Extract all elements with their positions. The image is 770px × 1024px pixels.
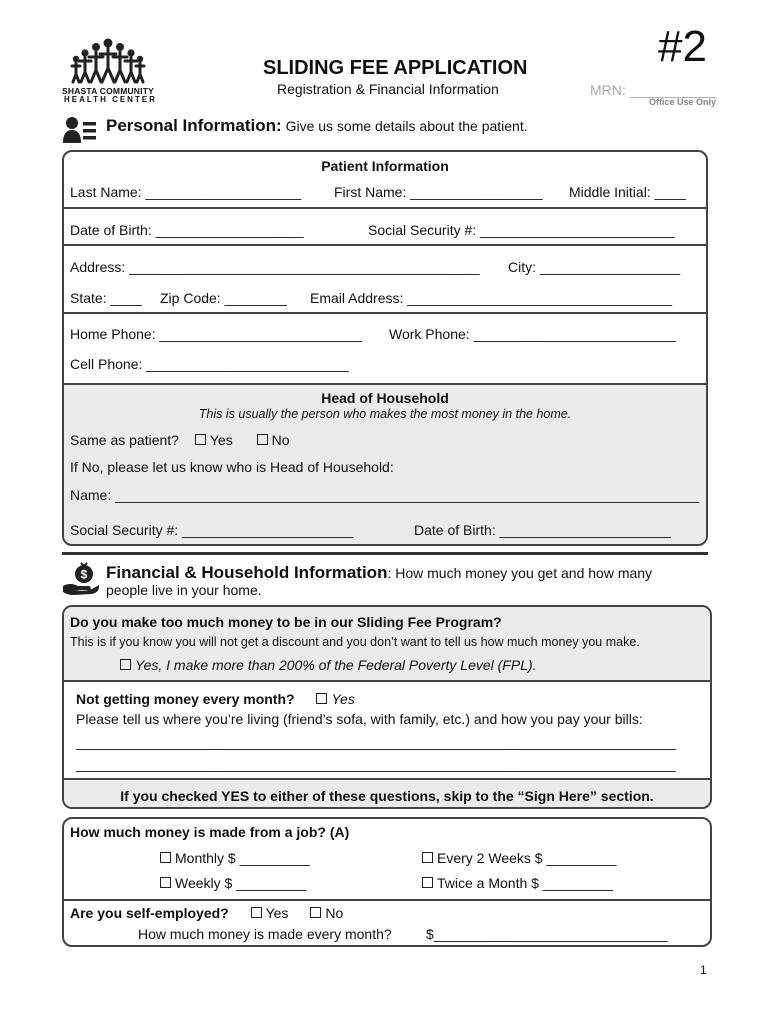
personal-desc: Give us some details about the patient. — [285, 118, 528, 134]
office-use-label: Office Use Only — [649, 97, 717, 107]
q2-title: Not getting money every month? — [76, 691, 295, 707]
every-2-weeks-label: Every 2 Weeks $ _________ — [437, 850, 617, 866]
q2-desc: Please tell us where you’re living (friend’s sofa, with family, etc.) and how you pay your bills: — [76, 711, 643, 727]
page-number: 1 — [700, 963, 707, 977]
self-employed-row — [70, 905, 343, 921]
same-yes-option[interactable] — [195, 432, 233, 448]
financial-questions-box — [62, 605, 712, 809]
checkbox[interactable] — [257, 434, 268, 445]
q2-yes-option[interactable] — [316, 691, 354, 707]
mrn-field[interactable]: MRN: ___________ — [590, 82, 716, 98]
hoh-name-field[interactable]: Name: ___________________________________________________________________________ — [70, 487, 700, 503]
self-employed-question: How much money is made every month? — [138, 926, 392, 942]
form-subtitle: Registration & Financial Information — [277, 81, 499, 97]
checkbox[interactable] — [422, 877, 433, 888]
checkbox[interactable] — [310, 907, 321, 918]
email-field[interactable]: Email Address: __________________________________ — [310, 290, 672, 306]
q2-row — [76, 691, 355, 707]
financial-heading-line1 — [106, 563, 652, 583]
hoh-note: This is usually the person who makes the most money in the home. — [198, 407, 572, 421]
if-no-label: If No, please let us know who is Head of Household: — [70, 459, 394, 475]
same-as-patient-label: Same as patient? — [70, 432, 179, 448]
org-name-line1: SHASTA COMMUNITY — [62, 86, 154, 96]
work-phone-field[interactable]: Work Phone: __________________________ — [389, 326, 676, 342]
income-box — [62, 817, 712, 947]
divider — [64, 244, 706, 246]
last-name-field[interactable]: Last Name: ____________________ — [70, 184, 302, 200]
cell-phone-field[interactable]: Cell Phone: __________________________ — [70, 356, 349, 372]
org-name-line2: HEALTH CENTER — [64, 95, 157, 104]
living-line-1[interactable]: _____________________________________________________________________________ — [76, 734, 676, 750]
divider — [64, 207, 706, 209]
city-field[interactable]: City: __________________ — [508, 259, 681, 275]
living-line-2[interactable]: _____________________________________________________________________________ — [76, 756, 676, 772]
personal-section-heading — [106, 116, 528, 136]
financial-desc-a: : How much money you get and how many — [387, 565, 653, 581]
checkbox[interactable] — [422, 852, 433, 863]
twice-month-option[interactable] — [422, 875, 613, 891]
money-hand-icon — [62, 562, 100, 596]
divider — [64, 680, 710, 682]
ssn-field[interactable]: Social Security #: _________________________ — [368, 222, 675, 238]
home-phone-field[interactable]: Home Phone: __________________________ — [70, 326, 362, 342]
self-employed-label: Are you self-employed? — [70, 905, 229, 921]
patient-info-title: Patient Information — [321, 158, 449, 174]
weekly-label: Weekly $ _________ — [175, 875, 307, 891]
self-employed-no-label: No — [325, 905, 344, 921]
first-name-field[interactable]: First Name: _________________ — [334, 184, 543, 200]
checkbox[interactable] — [160, 877, 171, 888]
svg-text:$: $ — [80, 567, 88, 582]
patient-info-box — [62, 150, 708, 546]
dob-field[interactable]: Date of Birth: ___________________ — [70, 222, 304, 238]
divider — [64, 383, 706, 385]
q1-option-label: Yes, I make more than 200% of the Federal Poverty Level (FPL). — [135, 657, 537, 673]
checkbox[interactable] — [316, 693, 327, 704]
self-employed-no[interactable] — [310, 905, 343, 921]
skip-note: If you checked YES to either of these questions, skip to the “Sign Here” section. — [120, 788, 654, 804]
job-income-title: How much money is made from a job? (A) — [70, 824, 350, 840]
self-employed-yes-label: Yes — [265, 905, 289, 921]
hoh-title: Head of Household — [321, 390, 449, 406]
weekly-option[interactable] — [160, 875, 306, 891]
section-divider — [62, 552, 708, 555]
checkbox[interactable] — [195, 434, 206, 445]
checkbox[interactable] — [120, 659, 131, 670]
checkbox[interactable] — [160, 852, 171, 863]
address-field[interactable]: Address: _____________________________________________ — [70, 259, 480, 275]
q1-title: Do you make too much money to be in our Sliding Fee Program? — [70, 614, 502, 630]
financial-desc-b: people live in your home. — [106, 582, 262, 598]
state-field[interactable]: State: ____ — [70, 290, 142, 306]
divider — [64, 899, 710, 901]
self-employed-yes[interactable] — [251, 905, 289, 921]
financial-heading: Financial & Household Information — [106, 563, 388, 582]
yes-label: Yes — [209, 432, 233, 448]
checkbox[interactable] — [251, 907, 262, 918]
form-number: #2 — [658, 22, 707, 71]
divider — [64, 312, 706, 314]
monthly-label: Monthly $ _________ — [175, 850, 310, 866]
no-label: No — [271, 432, 290, 448]
q1-option[interactable] — [120, 657, 537, 673]
monthly-option[interactable] — [160, 850, 310, 866]
q1-desc: This is if you know you will not get a discount and you don’t want to tell us how much money you make. — [70, 635, 640, 649]
same-as-patient-row — [70, 432, 290, 448]
org-logo — [62, 38, 157, 104]
hoh-dob-field[interactable]: Date of Birth: ______________________ — [414, 522, 671, 538]
person-list-icon — [63, 116, 97, 144]
people-logo-icon — [70, 38, 146, 84]
form-title: SLIDING FEE APPLICATION — [263, 57, 528, 79]
every-2-weeks-option[interactable] — [422, 850, 617, 866]
twice-month-label: Twice a Month $ _________ — [437, 875, 613, 891]
zip-field[interactable]: Zip Code: ________ — [160, 290, 287, 306]
self-employed-amount-field[interactable]: $______________________________ — [426, 926, 668, 942]
hoh-ssn-field[interactable]: Social Security #: ______________________ — [70, 522, 354, 538]
middle-initial-field[interactable]: Middle Initial: ____ — [569, 184, 686, 200]
same-no-option[interactable] — [257, 432, 290, 448]
divider — [64, 778, 710, 780]
q2-yes-label: Yes — [331, 691, 355, 707]
personal-heading: Personal Information: — [106, 116, 282, 135]
